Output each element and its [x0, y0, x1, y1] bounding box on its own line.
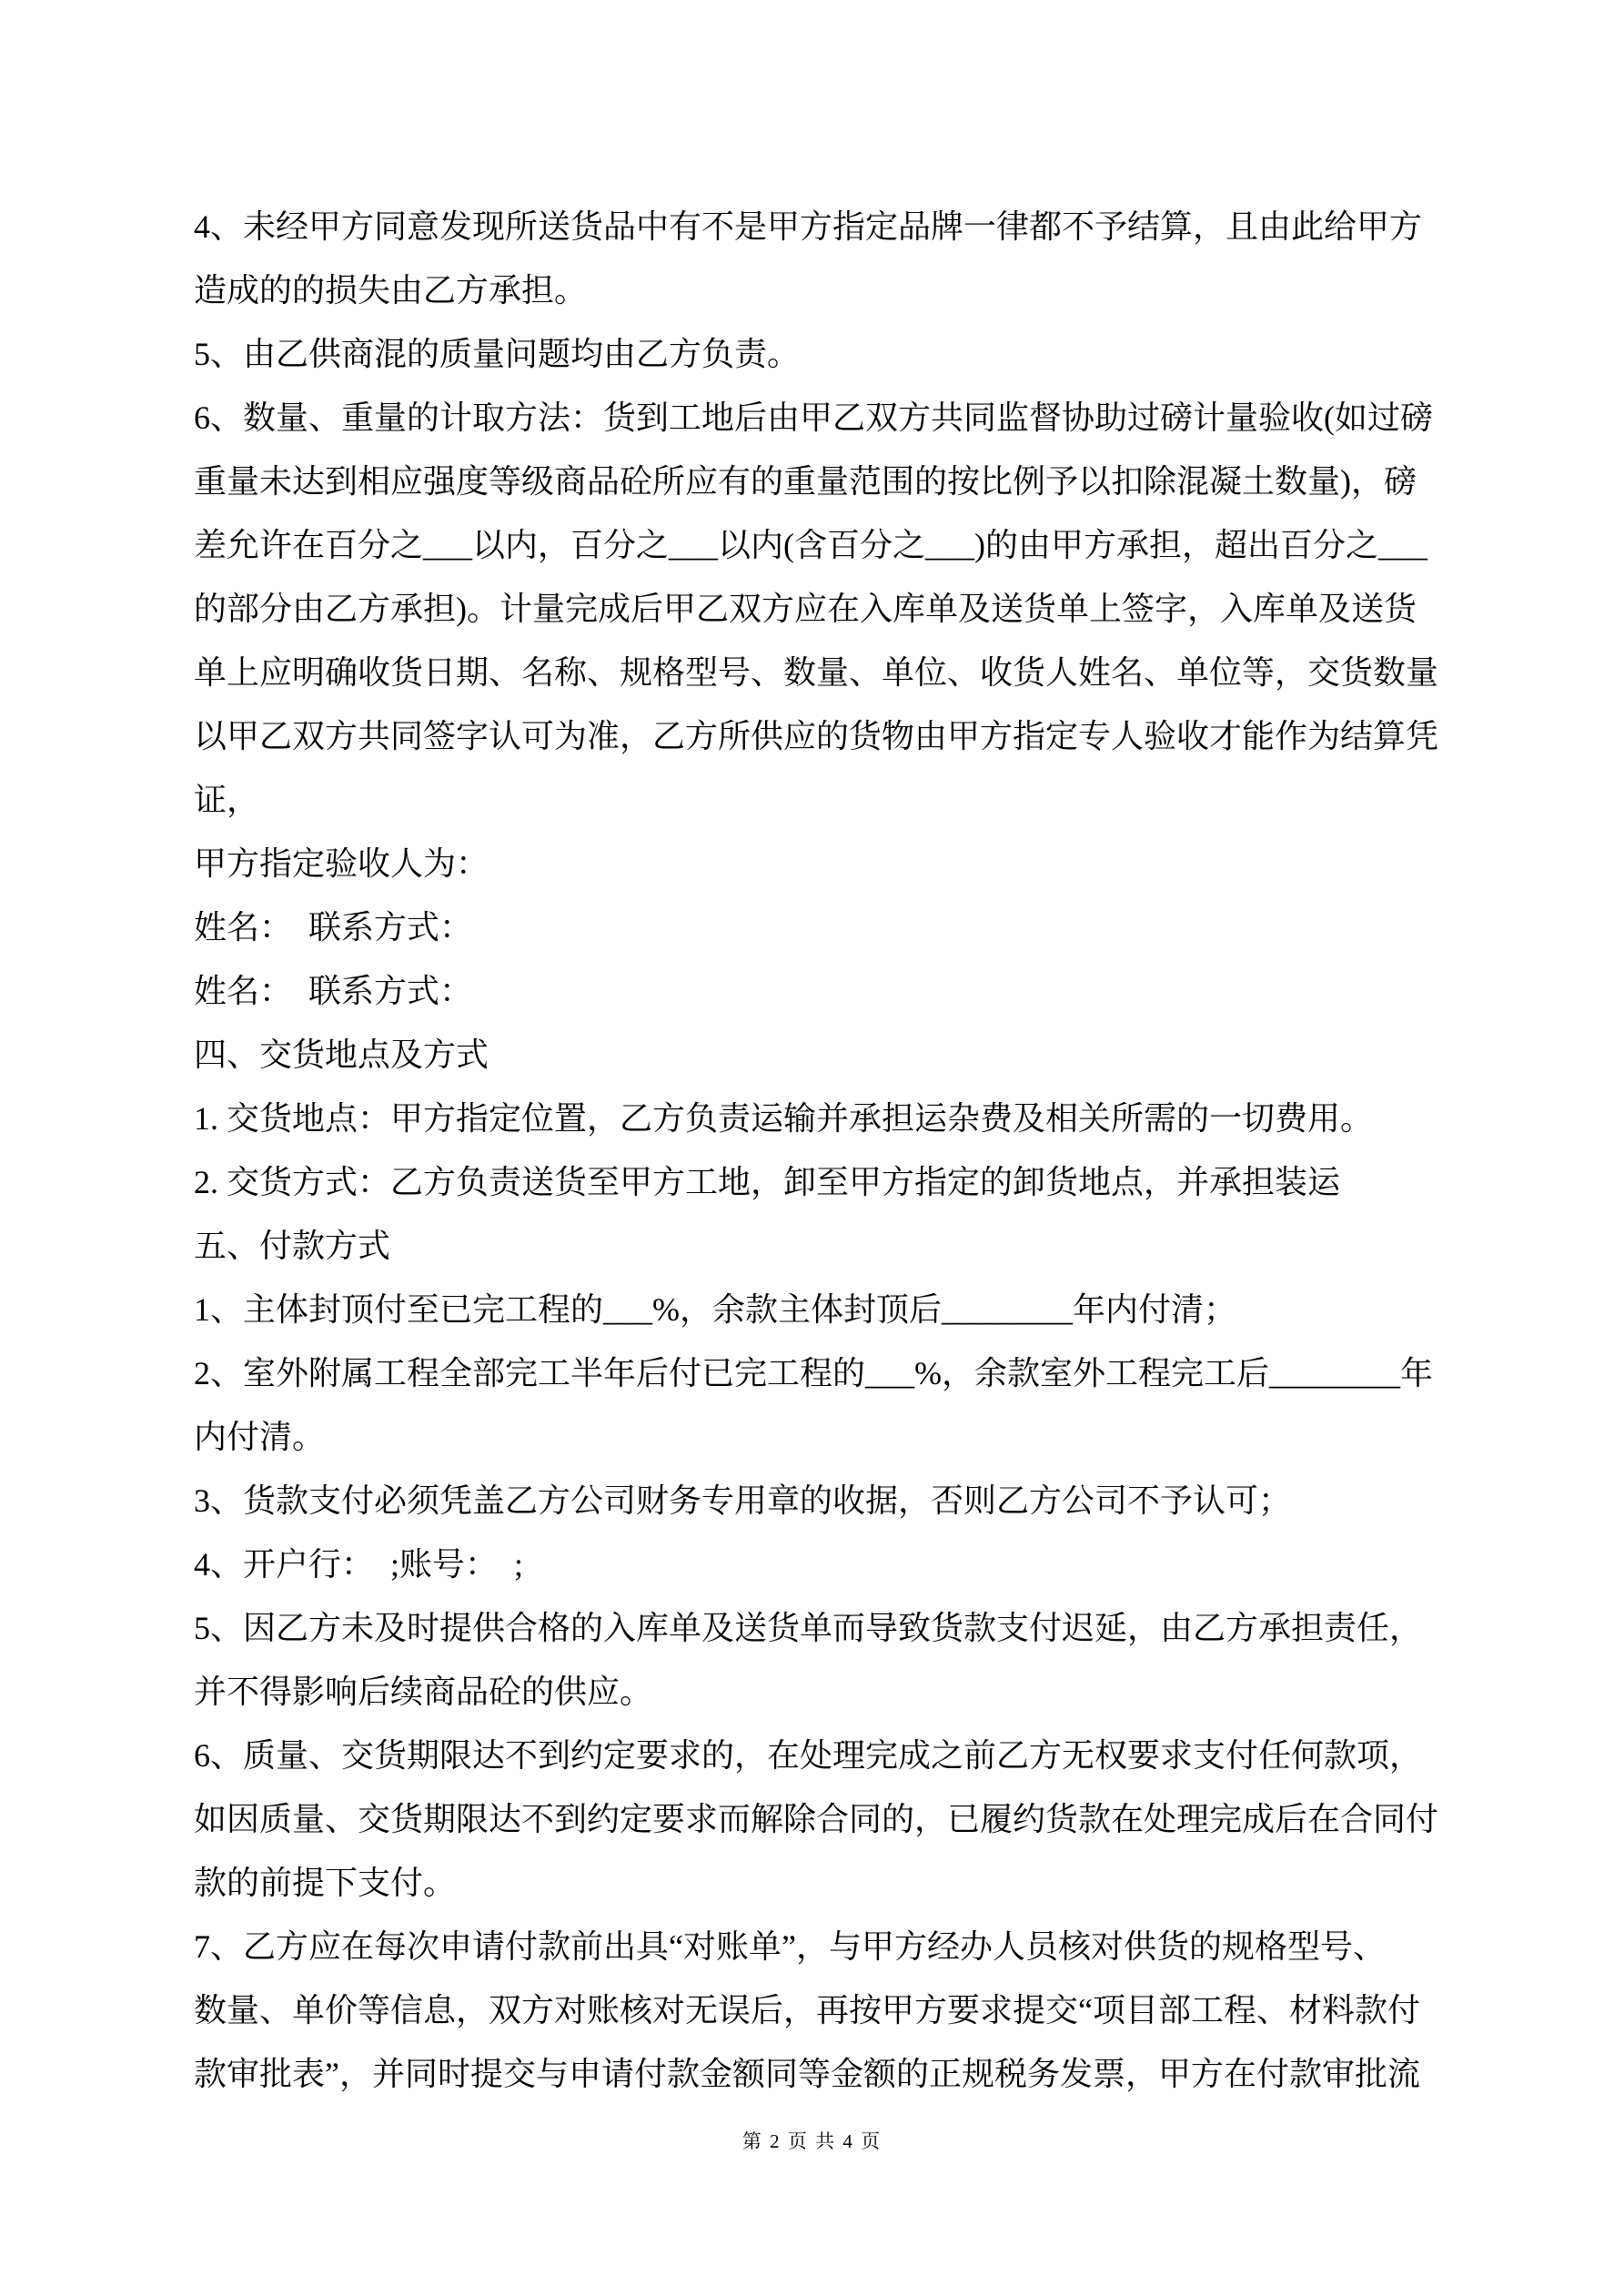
document-line: 如因质量、交货期限达不到约定要求而解除合同的，已履约货款在处理完成后在合同付 [194, 1801, 1439, 1837]
document-line: 3、货款支付必须凭盖乙方公司财务专用章的收据，否则乙方公司不予认可； [194, 1482, 1292, 1519]
document-line: 4、开户行： ;账号： ; [194, 1546, 524, 1583]
document-line: 内付清。 [194, 1419, 326, 1455]
page-footer: 第 2 页 共 4 页 [741, 2130, 883, 2152]
document-line: 甲方指定验收人为： [194, 845, 489, 882]
document-line: 的部分由乙方承担)。计量完成后甲乙双方应在入库单及送货单上签字，入库单及送货 [194, 591, 1417, 627]
document-body [194, 206, 1449, 2117]
document-line: 6、数量、重量的计取方法：货到工地后由甲乙双方共同监督协助过磅计量验收(如过磅 [194, 400, 1433, 436]
document-line: 2. 交货方式：乙方负责送货至甲方工地，卸至甲方指定的卸货地点，并承担装运 [194, 1164, 1341, 1200]
document-line: 姓名： 联系方式： [194, 973, 473, 1009]
document-line: 重量未达到相应强度等级商品砼所应有的重量范围的按比例予以扣除混凝土数量)，磅 [194, 463, 1417, 500]
document-line: 5、因乙方未及时提供合格的入库单及送货单而导致货款支付迟延，由乙方承担责任， [194, 1610, 1423, 1646]
document-line: 1、主体封顶付至已完工程的___%，余款主体封顶后________年内付清； [194, 1291, 1236, 1328]
document-line: 2、室外附属工程全部完工半年后付已完工程的___%，余款室外工程完工后________年 [194, 1355, 1433, 1391]
document-line: 四、交货地点及方式 [194, 1037, 489, 1073]
document-line: 7、乙方应在每次申请付款前出具“对账单”，与甲方经办人员核对供货的规格型号、 [194, 1928, 1386, 1965]
document-line: 并不得影响后续商品砼的供应。 [194, 1674, 653, 1710]
document-line: 款的前提下支付。 [194, 1865, 457, 1901]
document-line: 证， [194, 782, 260, 818]
document-line: 款审批表”，并同时提交与申请付款金额同等金额的正规税务发票，甲方在付款审批流 [194, 2056, 1420, 2092]
document-line: 差允许在百分之___以内，百分之___以内(含百分之___)的由甲方承担，超出百分之___ [194, 527, 1427, 563]
document-line: 姓名： 联系方式： [194, 909, 473, 946]
document-line: 单上应明确收货日期、名称、规格型号、数量、单位、收货人姓名、单位等，交货数量 [194, 654, 1439, 691]
document-line: 五、付款方式 [194, 1228, 391, 1264]
document-line: 5、由乙供商混的质量问题均由乙方负责。 [194, 336, 801, 372]
document-line: 6、质量、交货期限达不到约定要求的，在处理完成之前乙方无权要求支付任何款项， [194, 1737, 1423, 1774]
document-line: 4、未经甲方同意发现所送货品中有不是甲方指定品牌一律都不予结算，且由此给甲方 [194, 208, 1423, 245]
document-line: 1. 交货地点：甲方指定位置，乙方负责运输并承担运杂费及相关所需的一切费用。 [194, 1100, 1374, 1137]
document-line: 以甲乙双方共同签字认可为准，乙方所供应的货物由甲方指定专人验收才能作为结算凭 [194, 718, 1439, 754]
document-line: 数量、单价等信息，双方对账核对无误后，再按甲方要求提交“项目部工程、材料款付 [194, 1992, 1420, 2028]
document-line: 造成的的损失由乙方承担。 [194, 272, 588, 308]
